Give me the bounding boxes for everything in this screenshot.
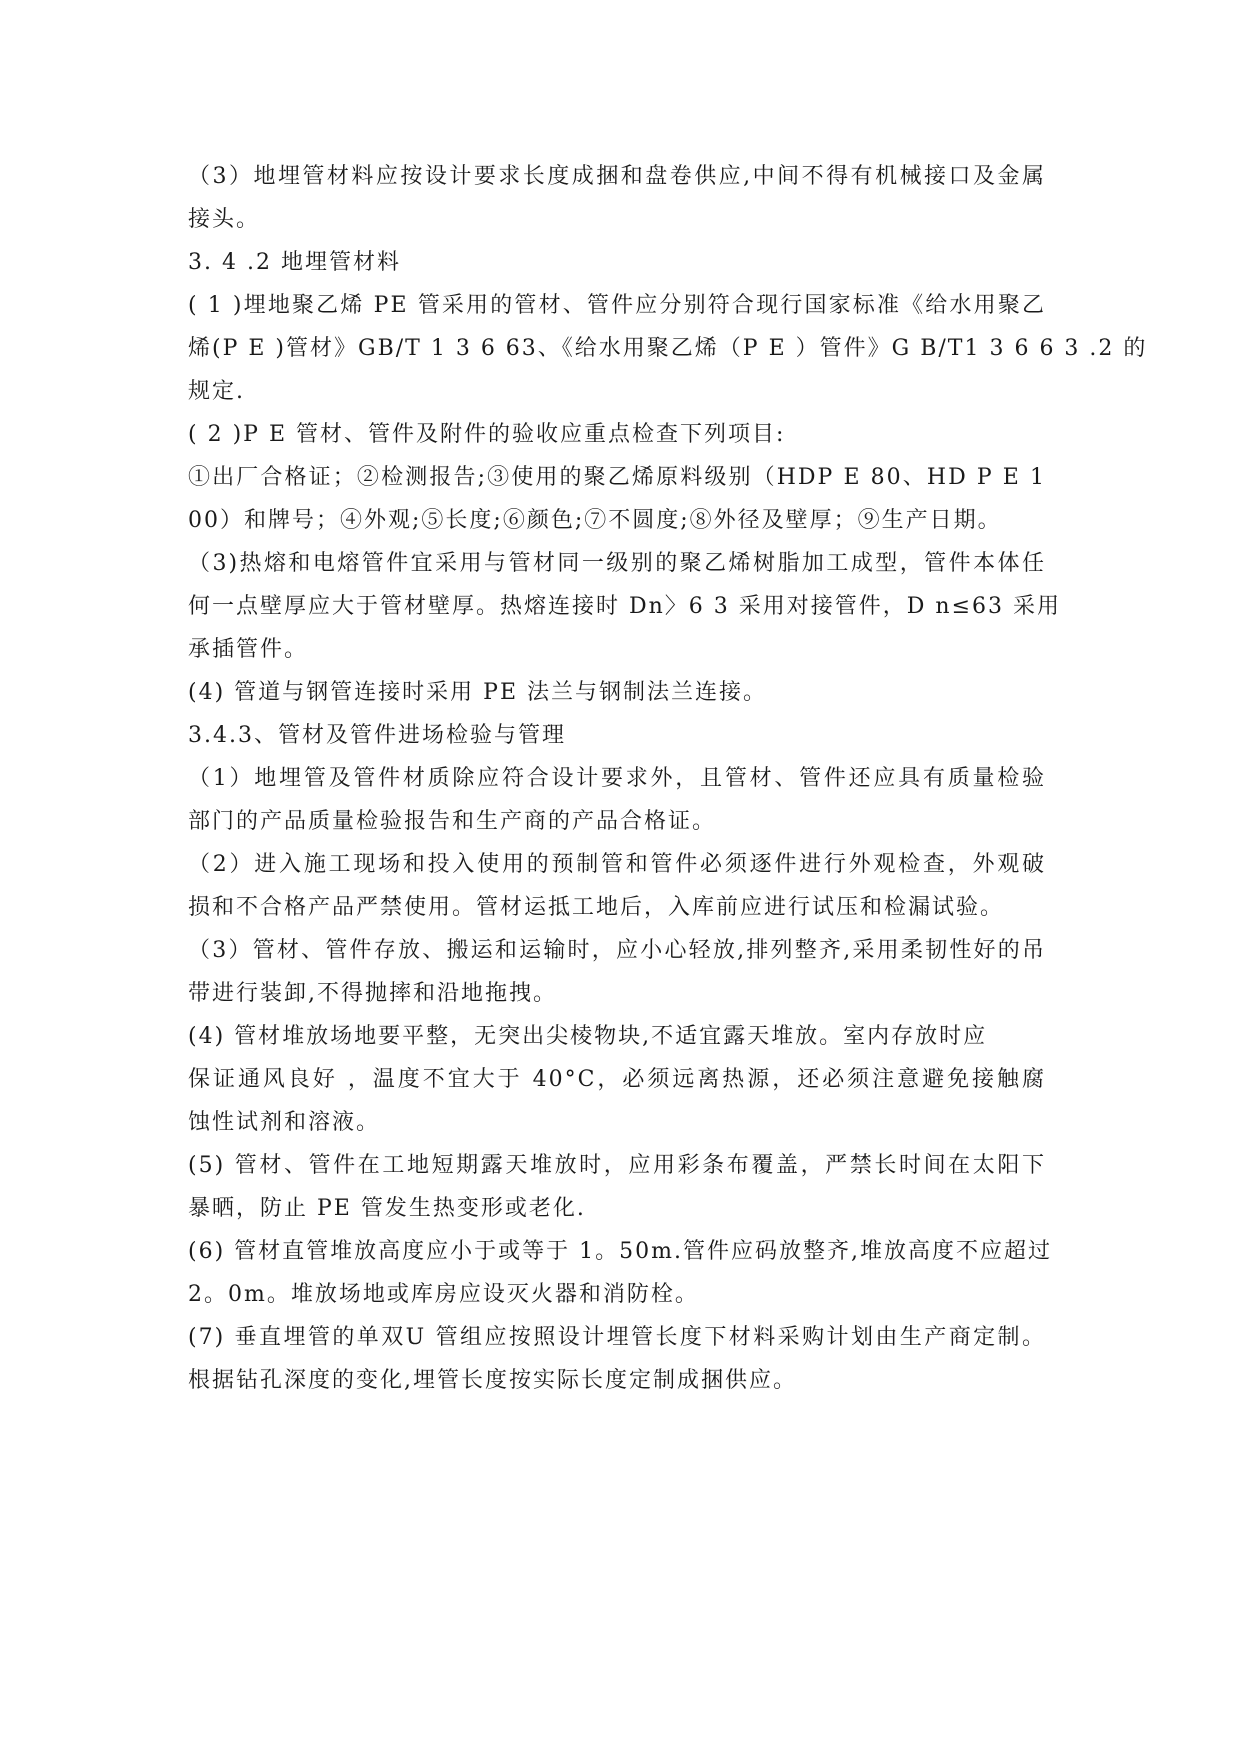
- paragraph-line: (7) 垂直埋管的单双U 管组应按照设计埋管长度下材料采购计划由生产商定制。: [188, 1325, 1046, 1350]
- paragraph-line: 2。0m。堆放场地或库房应设灭火器和消防栓。: [188, 1282, 699, 1307]
- paragraph-line: （3）管材、管件存放、搬运和运输时，应小心轻放,排列整齐,采用柔韧性好的吊: [188, 938, 1046, 963]
- paragraph-line: 烯(P E )管材》GB/T 1 3 6 63、《给水用聚乙烯（P E ）管件》G B/T1 3 6 6 3 .2 的: [188, 336, 1148, 361]
- paragraph-line: (4) 管材堆放场地要平整，无突出尖棱物块,不适宜露天堆放。室内存放时应: [188, 1024, 988, 1049]
- paragraph-line: 接头。: [188, 207, 261, 232]
- paragraph-line: 损和不合格产品严禁使用。管材运抵工地后，入库前应进行试压和检漏试验。: [188, 895, 1005, 920]
- paragraph-line: （1）地埋管及管件材质除应符合设计要求外，且管材、管件还应具有质量检验: [188, 766, 1046, 791]
- paragraph-line: (5) 管材、管件在工地短期露天堆放时，应用彩条布覆盖，严禁长时间在太阳下: [188, 1153, 1046, 1178]
- paragraph-line: 部门的产品质量检验报告和生产商的产品合格证。: [188, 809, 717, 834]
- paragraph-line: 规定.: [188, 379, 245, 404]
- paragraph-line: 暴晒，防止 PE 管发生热变形或老化.: [188, 1196, 586, 1221]
- paragraph-line: ①出厂合格证；②检测报告;③使用的聚乙烯原料级别（HDP E 80、HD P E 1: [188, 465, 1046, 490]
- paragraph-line: ( 1 )埋地聚乙烯 PE 管采用的管材、管件应分别符合现行国家标准《给水用聚乙: [188, 293, 1046, 318]
- paragraph-line: ( 2 )P E 管材、管件及附件的验收应重点检查下列项目:: [188, 422, 786, 447]
- paragraph-line: （3)热熔和电熔管件宜采用与管材同一级别的聚乙烯树脂加工成型，管件本体任: [188, 551, 1046, 576]
- document-body: [188, 155, 1148, 1402]
- section-heading: 3.4.3、管材及管件进场检验与管理: [188, 723, 566, 748]
- paragraph-line: （2）进入施工现场和投入使用的预制管和管件必须逐件进行外观检查，外观破: [188, 852, 1046, 877]
- section-heading: 3. 4 .2 地埋管材料: [188, 250, 401, 275]
- paragraph-line: (6) 管材直管堆放高度应小于或等于 1。50m.管件应码放整齐,堆放高度不应超过: [188, 1239, 1052, 1264]
- paragraph-line: 承插管件。: [188, 637, 309, 662]
- paragraph-line: （3）地埋管材料应按设计要求长度成捆和盘卷供应,中间不得有机械接口及金属: [188, 164, 1046, 189]
- paragraph-line: 保证通风良好 ，温度不宜大于 40°C，必须远离热源，还必须注意避免接触腐: [188, 1067, 1046, 1092]
- paragraph-line: (4) 管道与钢管连接时采用 PE 法兰与钢制法兰连接。: [188, 680, 768, 705]
- paragraph-line: 00）和牌号；④外观;⑤长度;⑥颜色;⑦不圆度;⑧外径及壁厚；⑨生产日期。: [188, 508, 1002, 533]
- paragraph-line: 根据钻孔深度的变化,埋管长度按实际长度定制成捆供应。: [188, 1368, 797, 1393]
- paragraph-line: 何一点壁厚应大于管材壁厚。热熔连接时 Dn〉6 3 采用对接管件，D n≤63 采用: [188, 594, 1062, 619]
- paragraph-line: 带进行装卸,不得抛摔和沿地拖拽。: [188, 981, 557, 1006]
- paragraph-line: 蚀性试剂和溶液。: [188, 1110, 381, 1135]
